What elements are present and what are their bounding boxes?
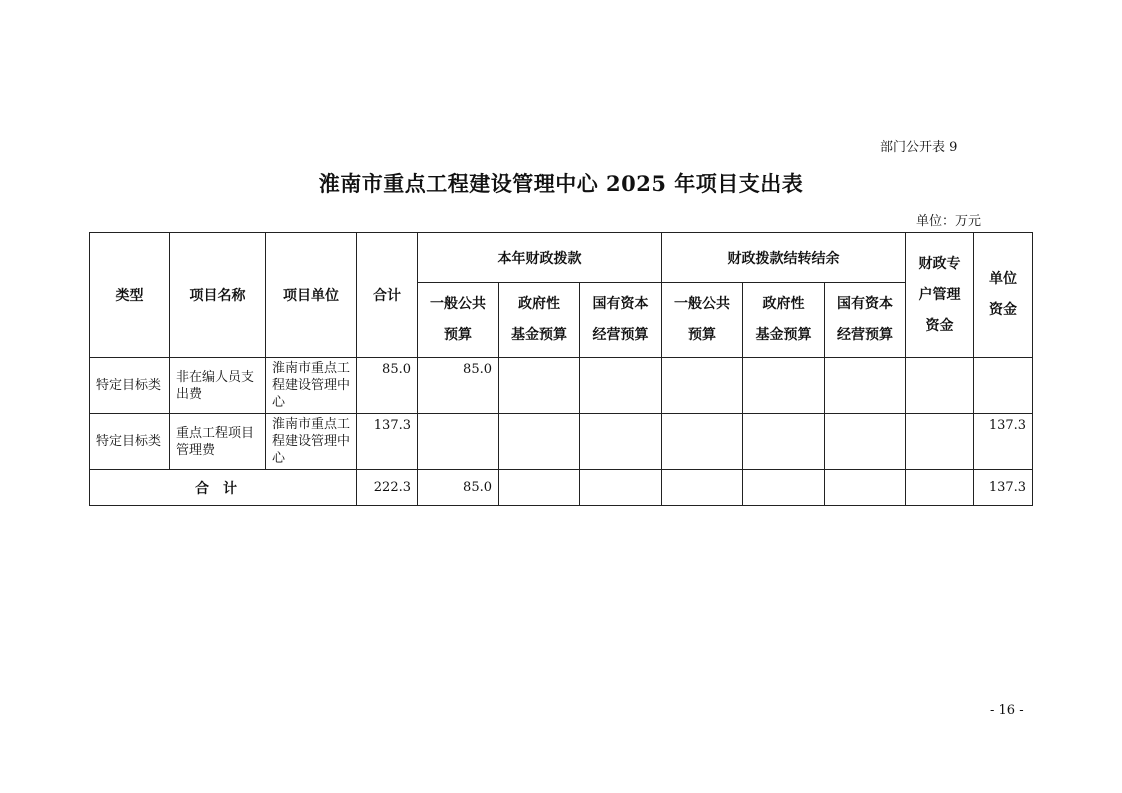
page-number: - 16 - [990, 703, 1024, 718]
total-cy-state-capital [580, 470, 662, 506]
header-co-state-capital: 国有资本 经营预算 [825, 283, 906, 358]
cell-special-fund [906, 414, 974, 470]
header-special-fund: 财政专 户管理 资金 [906, 233, 974, 358]
total-special-fund [906, 470, 974, 506]
total-label: 合计 [90, 470, 357, 506]
header-total: 合计 [357, 233, 418, 358]
header-type: 类型 [90, 233, 170, 358]
cell-co-gov-fund [743, 414, 825, 470]
cell-project-unit: 淮南市重点工程建设管理中心 [266, 358, 357, 414]
cell-co-general [662, 414, 743, 470]
cell-co-state-capital [825, 414, 906, 470]
header-carryover-group: 财政拨款结转结余 [662, 233, 906, 283]
page-title: 淮南市重点工程建设管理中心 2025 年项目支出表 [318, 171, 804, 196]
cell-co-state-capital [825, 358, 906, 414]
total-co-gov-fund [743, 470, 825, 506]
cell-unit-fund: 137.3 [974, 414, 1033, 470]
header-project-unit: 项目单位 [266, 233, 357, 358]
cell-cy-gov-fund [499, 414, 580, 470]
cell-project-name: 非在编人员支出费 [170, 358, 266, 414]
table-row [90, 414, 1033, 470]
unit-label: 单位：万元 [916, 214, 982, 229]
total-unit-fund: 137.3 [974, 470, 1033, 506]
cell-co-general [662, 358, 743, 414]
header-co-gov-fund: 政府性 基金预算 [743, 283, 825, 358]
cell-total: 137.3 [357, 414, 418, 470]
total-cy-gov-fund [499, 470, 580, 506]
header-cy-state-capital: 国有资本 经营预算 [580, 283, 662, 358]
cell-cy-general: 85.0 [418, 358, 499, 414]
project-expenditure-table [89, 232, 1033, 506]
header-project-name: 项目名称 [170, 233, 266, 358]
cell-cy-general [418, 414, 499, 470]
cell-project-name: 重点工程项目管理费 [170, 414, 266, 470]
cell-type: 特定目标类 [90, 358, 170, 414]
header-unit-fund: 单位 资金 [974, 233, 1033, 358]
header-cy-gov-fund: 政府性 基金预算 [499, 283, 580, 358]
total-cy-general: 85.0 [418, 470, 499, 506]
total-total: 222.3 [357, 470, 418, 506]
cell-type: 特定目标类 [90, 414, 170, 470]
cell-total: 85.0 [357, 358, 418, 414]
cell-cy-state-capital [580, 358, 662, 414]
cell-co-gov-fund [743, 358, 825, 414]
cell-special-fund [906, 358, 974, 414]
header-co-general: 一般公共 预算 [662, 283, 743, 358]
total-row [90, 470, 1033, 506]
form-number: 部门公开表 9 [880, 140, 958, 155]
table-row [90, 358, 1033, 414]
total-co-general [662, 470, 743, 506]
cell-unit-fund [974, 358, 1033, 414]
header-cy-general: 一般公共 预算 [418, 283, 499, 358]
header-current-year-group: 本年财政拨款 [418, 233, 662, 283]
cell-cy-gov-fund [499, 358, 580, 414]
cell-project-unit: 淮南市重点工程建设管理中心 [266, 414, 357, 470]
cell-cy-state-capital [580, 414, 662, 470]
total-co-state-capital [825, 470, 906, 506]
